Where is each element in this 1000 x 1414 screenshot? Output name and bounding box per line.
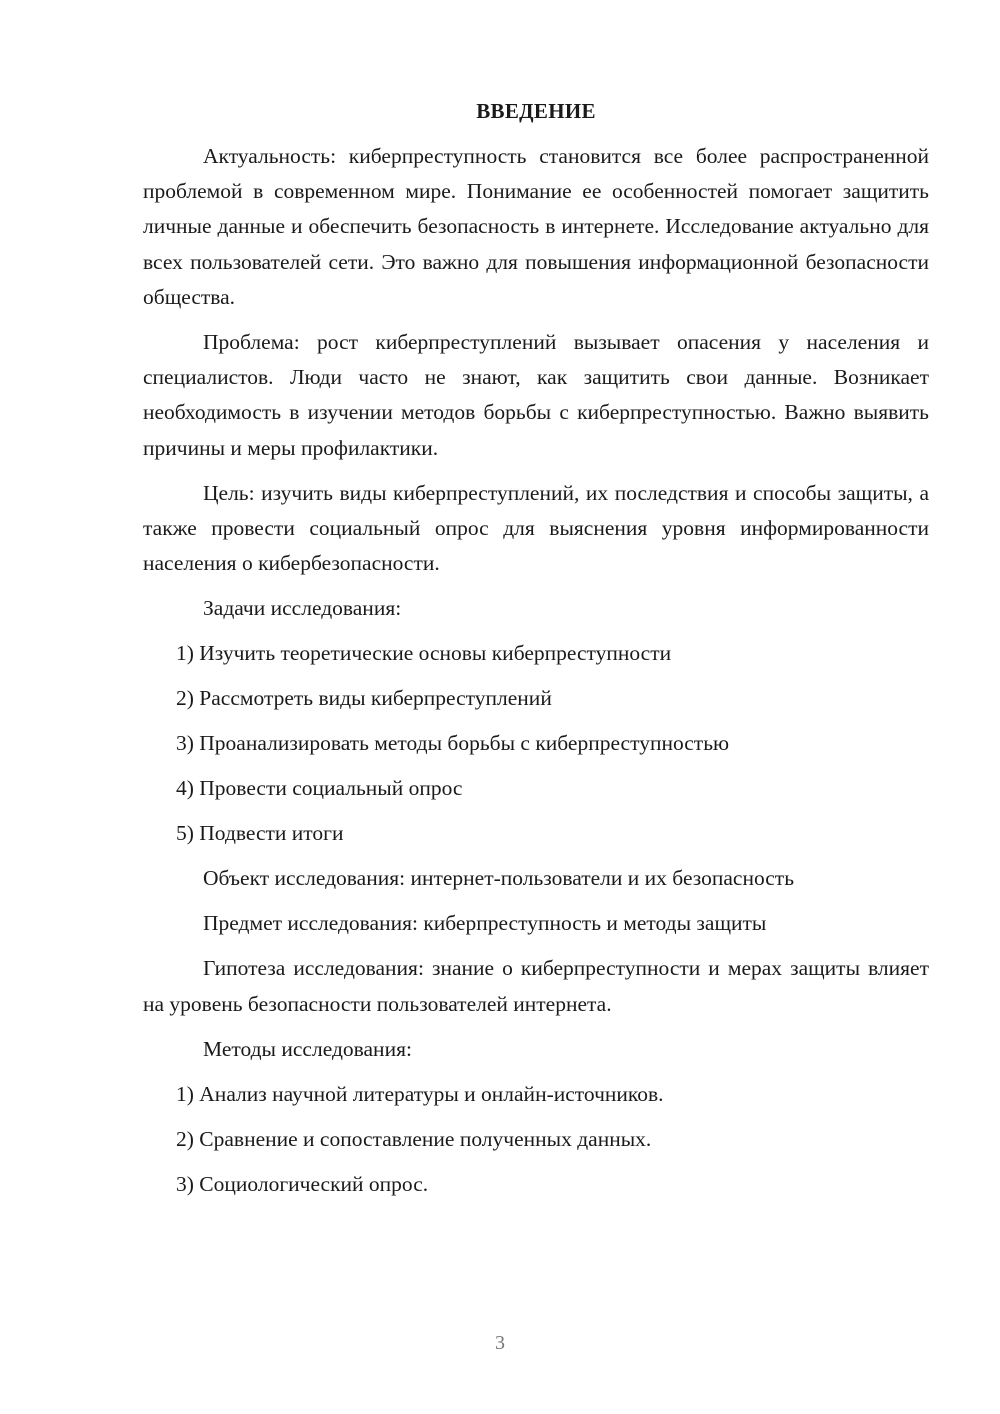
tasks-title: Задачи исследования: <box>203 596 402 621</box>
document-page <box>143 95 929 1212</box>
task-item: 3) Проанализировать методы борьбы с киберпреступностью <box>176 731 730 756</box>
goal-paragraph: Цель: изучить виды киберпреступлений, их последствия и способы защиты, а также провести социальный опрос для выяснения уровня информированности населения о кибербезопасности. <box>143 480 929 576</box>
page-title: ВВЕДЕНИЕ <box>476 99 596 123</box>
task-item: 1) Изучить теоретические основы киберпреступности <box>176 641 672 666</box>
method-item: 1) Анализ научной литературы и онлайн-источников. <box>176 1081 664 1106</box>
task-item: 4) Провести социальный опрос <box>176 776 463 801</box>
method-item: 3) Социологический опрос. <box>176 1171 429 1196</box>
subject-line: Предмет исследования: киберпреступность и методы защиты <box>203 911 767 936</box>
relevance-paragraph: Актуальность: киберпреступность становится все более распространенной проблемой в современном мире. Понимание ее особенностей помогает защитить личные данные и обеспечить безопасность в интернете. Исследование актуально для всех пользователей сети. Это важно для повышения информационной безопасности общества. <box>143 144 929 309</box>
object-line: Объект исследования: интернет-пользователи и их безопасность <box>203 866 794 891</box>
method-item: 2) Сравнение и сопоставление полученных данных. <box>176 1126 652 1151</box>
task-item: 2) Рассмотреть виды киберпреступлений <box>176 686 552 711</box>
methods-title: Методы исследования: <box>203 1036 412 1061</box>
hypothesis-paragraph: Гипотеза исследования: знание о киберпреступности и мерах защиты влияет на уровень безопасности пользователей интернета. <box>143 956 929 1016</box>
task-item: 5) Подвести итоги <box>176 821 344 846</box>
page-number: 3 <box>495 1332 505 1354</box>
problem-paragraph: Проблема: рост киберпреступлений вызывает опасения у населения и специалистов. Люди часто не знают, как защитить свои данные. Возникает необходимость в изучении методов борьбы с киберпреступностью. Важно выявить причины и меры профилактики. <box>143 330 929 460</box>
